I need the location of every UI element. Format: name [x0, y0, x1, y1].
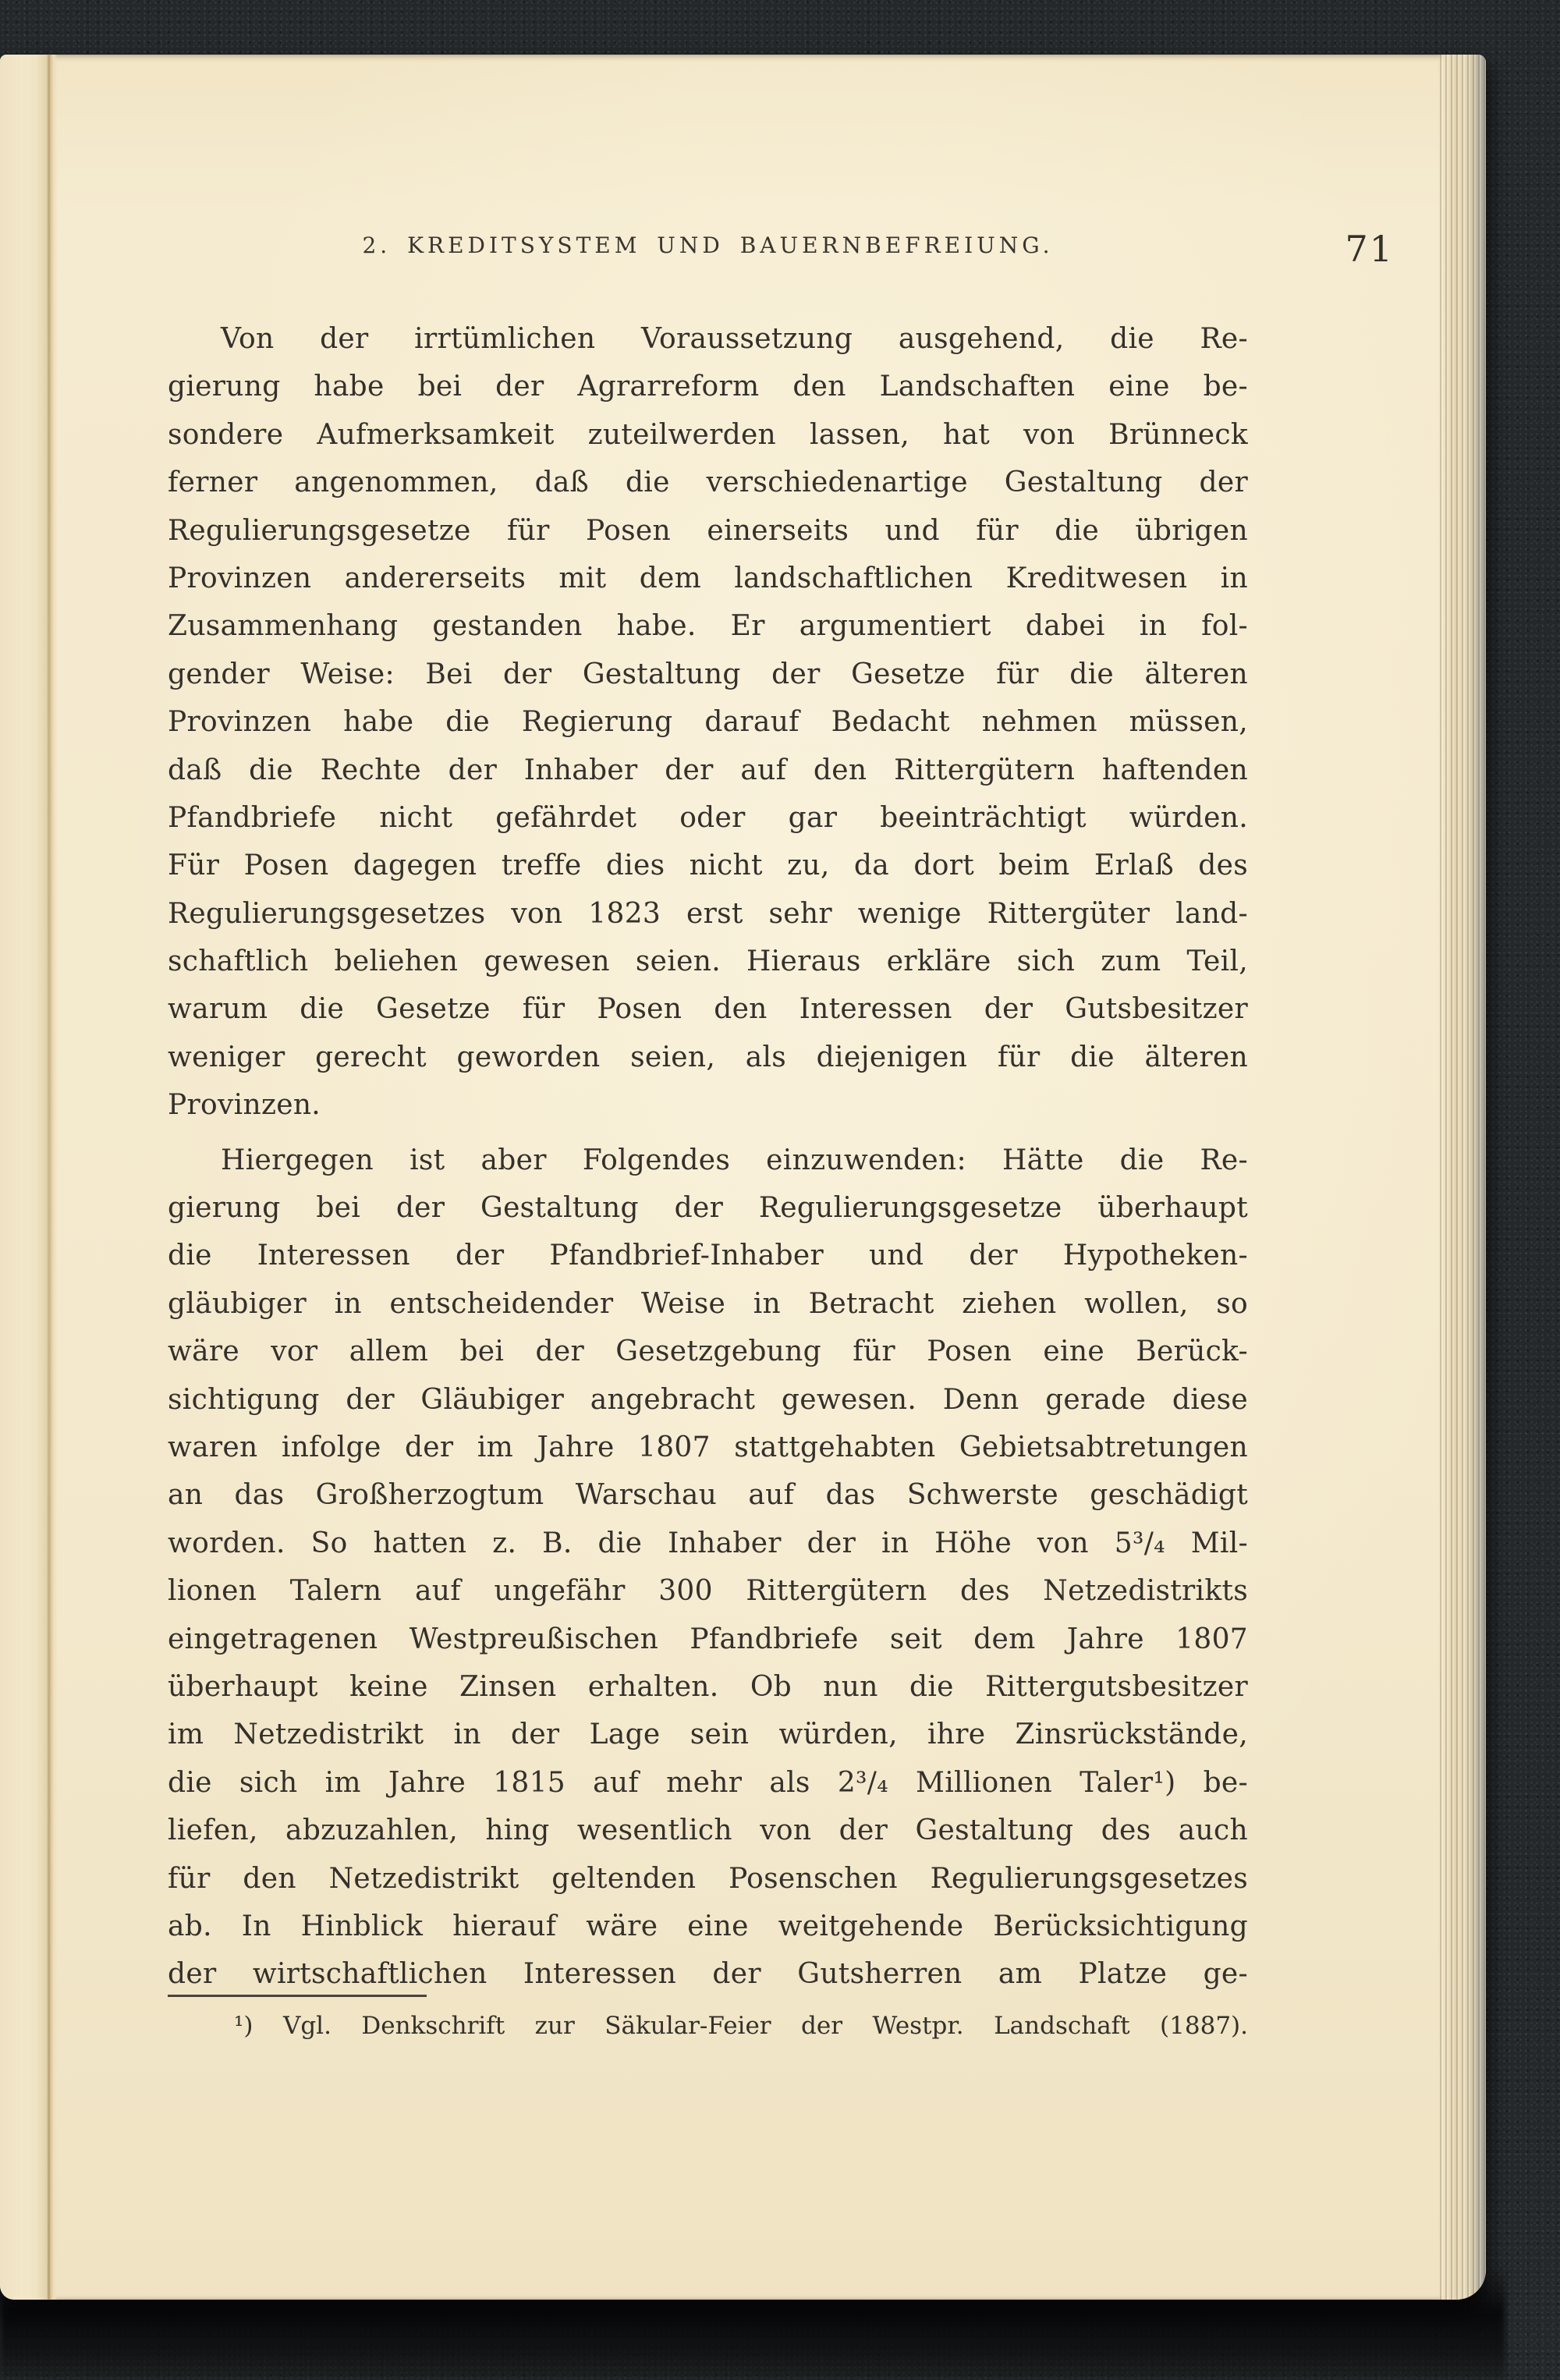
text-line: Provinzen habe die Regierung darauf Bedacht nehmen müssen, — [168, 706, 1248, 739]
text-line: gläubiger in entscheidender Weise in Betracht ziehen wollen, so — [168, 1287, 1248, 1320]
text-line: lionen Talern auf ungefähr 300 Rittergütern des Netzedistrikts — [168, 1575, 1248, 1608]
text-line: eingetragenen Westpreußischen Pfandbriefe seit dem Jahre 1807 — [168, 1623, 1248, 1655]
text-line: die sich im Jahre 1815 auf mehr als 2³/₄ Millionen Taler¹) be- — [168, 1766, 1248, 1799]
paragraph-2 — [168, 1137, 1248, 1999]
text-line: wäre vor allem bei der Gesetzgebung für Posen eine Berück- — [168, 1335, 1248, 1368]
text-line: Für Posen dagegen treffe dies nicht zu, da dort beim Erlaß des — [168, 849, 1248, 882]
body-text — [168, 315, 1248, 1999]
text-line: im Netzedistrikt in der Lage sein würden, ihre Zinsrückstände, — [168, 1718, 1248, 1751]
text-line: weniger gerecht geworden seien, als diejenigen für die älteren — [168, 1041, 1248, 1073]
text-line: ferner angenommen, daß die verschiedenartige Gestaltung der — [168, 466, 1248, 499]
text-line: Zusammenhang gestanden habe. Er argumentiert dabei in fol- — [168, 610, 1248, 643]
text-line: waren infolge der im Jahre 1807 stattgehabten Gebietsabtretungen — [168, 1431, 1248, 1463]
book-page — [0, 55, 1486, 2300]
text-line: Provinzen andererseits mit dem landschaftlichen Kreditwesen in — [168, 562, 1248, 594]
text-line: worden. So hatten z. B. die Inhaber der in Höhe von 5³/₄ Mil- — [168, 1527, 1248, 1559]
text-line: schaftlich beliehen gewesen seien. Hieraus erkläre sich zum Teil, — [168, 945, 1248, 978]
text-line: sichtigung der Gläubiger angebracht gewesen. Denn gerade diese — [168, 1383, 1248, 1416]
text-line: daß die Rechte der Inhaber der auf den Rittergütern haftenden — [168, 754, 1248, 786]
text-line: Provinzen. — [168, 1089, 321, 1122]
text-line: Hiergegen ist aber Folgendes einzuwenden: Hätte die Re- — [221, 1144, 1248, 1176]
text-line: der wirtschaftlichen Interessen der Gutsherren am Platze ge- — [168, 1958, 1248, 1991]
paragraph-1 — [168, 315, 1248, 1130]
footnote: ¹) Vgl. Denkschrift zur Säkular-Feier der Westpr. Landschaft (1887). — [234, 2012, 1248, 2040]
text-line: gierung habe bei der Agrarreform den Landschaften eine be- — [168, 371, 1248, 403]
text-line: sondere Aufmerksamkeit zuteilwerden lassen, hat von Brünneck — [168, 418, 1248, 451]
text-line: liefen, abzuzahlen, hing wesentlich von der Gestaltung des auch — [168, 1814, 1248, 1847]
text-line: Von der irrtümlichen Voraussetzung ausgehend, die Re- — [221, 323, 1248, 355]
page-number: 71 — [1345, 228, 1394, 270]
text-line: gender Weise: Bei der Gestaltung der Gesetze für die älteren — [168, 658, 1248, 690]
text-line: Regulierungsgesetzes von 1823 erst sehr wenige Rittergüter land- — [168, 897, 1248, 930]
text-line: die Interessen der Pfandbrief-Inhaber und der Hypotheken- — [168, 1240, 1248, 1272]
running-head: 2. KREDITSYSTEM UND BAUERNBEFREIUNG. — [362, 232, 1054, 258]
text-line: überhaupt keine Zinsen erhalten. Ob nun die Rittergutsbesitzer — [168, 1670, 1248, 1703]
gutter-crease-line — [48, 55, 50, 2300]
text-line: für den Netzedistrikt geltenden Posenschen Regulierungsgesetzes — [168, 1862, 1248, 1895]
text-line: Pfandbriefe nicht gefährdet oder gar beeinträchtigt würden. — [168, 801, 1248, 834]
footnote-separator-rule — [168, 1995, 427, 1997]
text-line: warum die Gesetze für Posen den Interessen der Gutsbesitzer — [168, 993, 1248, 1026]
text-line: gierung bei der Gestaltung der Regulierungsgesetze überhaupt — [168, 1192, 1248, 1225]
text-line: an das Großherzogtum Warschau auf das Schwerste geschädigt — [168, 1479, 1248, 1512]
text-line: Regulierungsgesetze für Posen einerseits und für die übrigen — [168, 514, 1248, 547]
text-line: ab. In Hinblick hierauf wäre eine weitgehende Berücksichtigung — [168, 1910, 1248, 1942]
fore-edge-page-stack — [1438, 55, 1486, 2300]
